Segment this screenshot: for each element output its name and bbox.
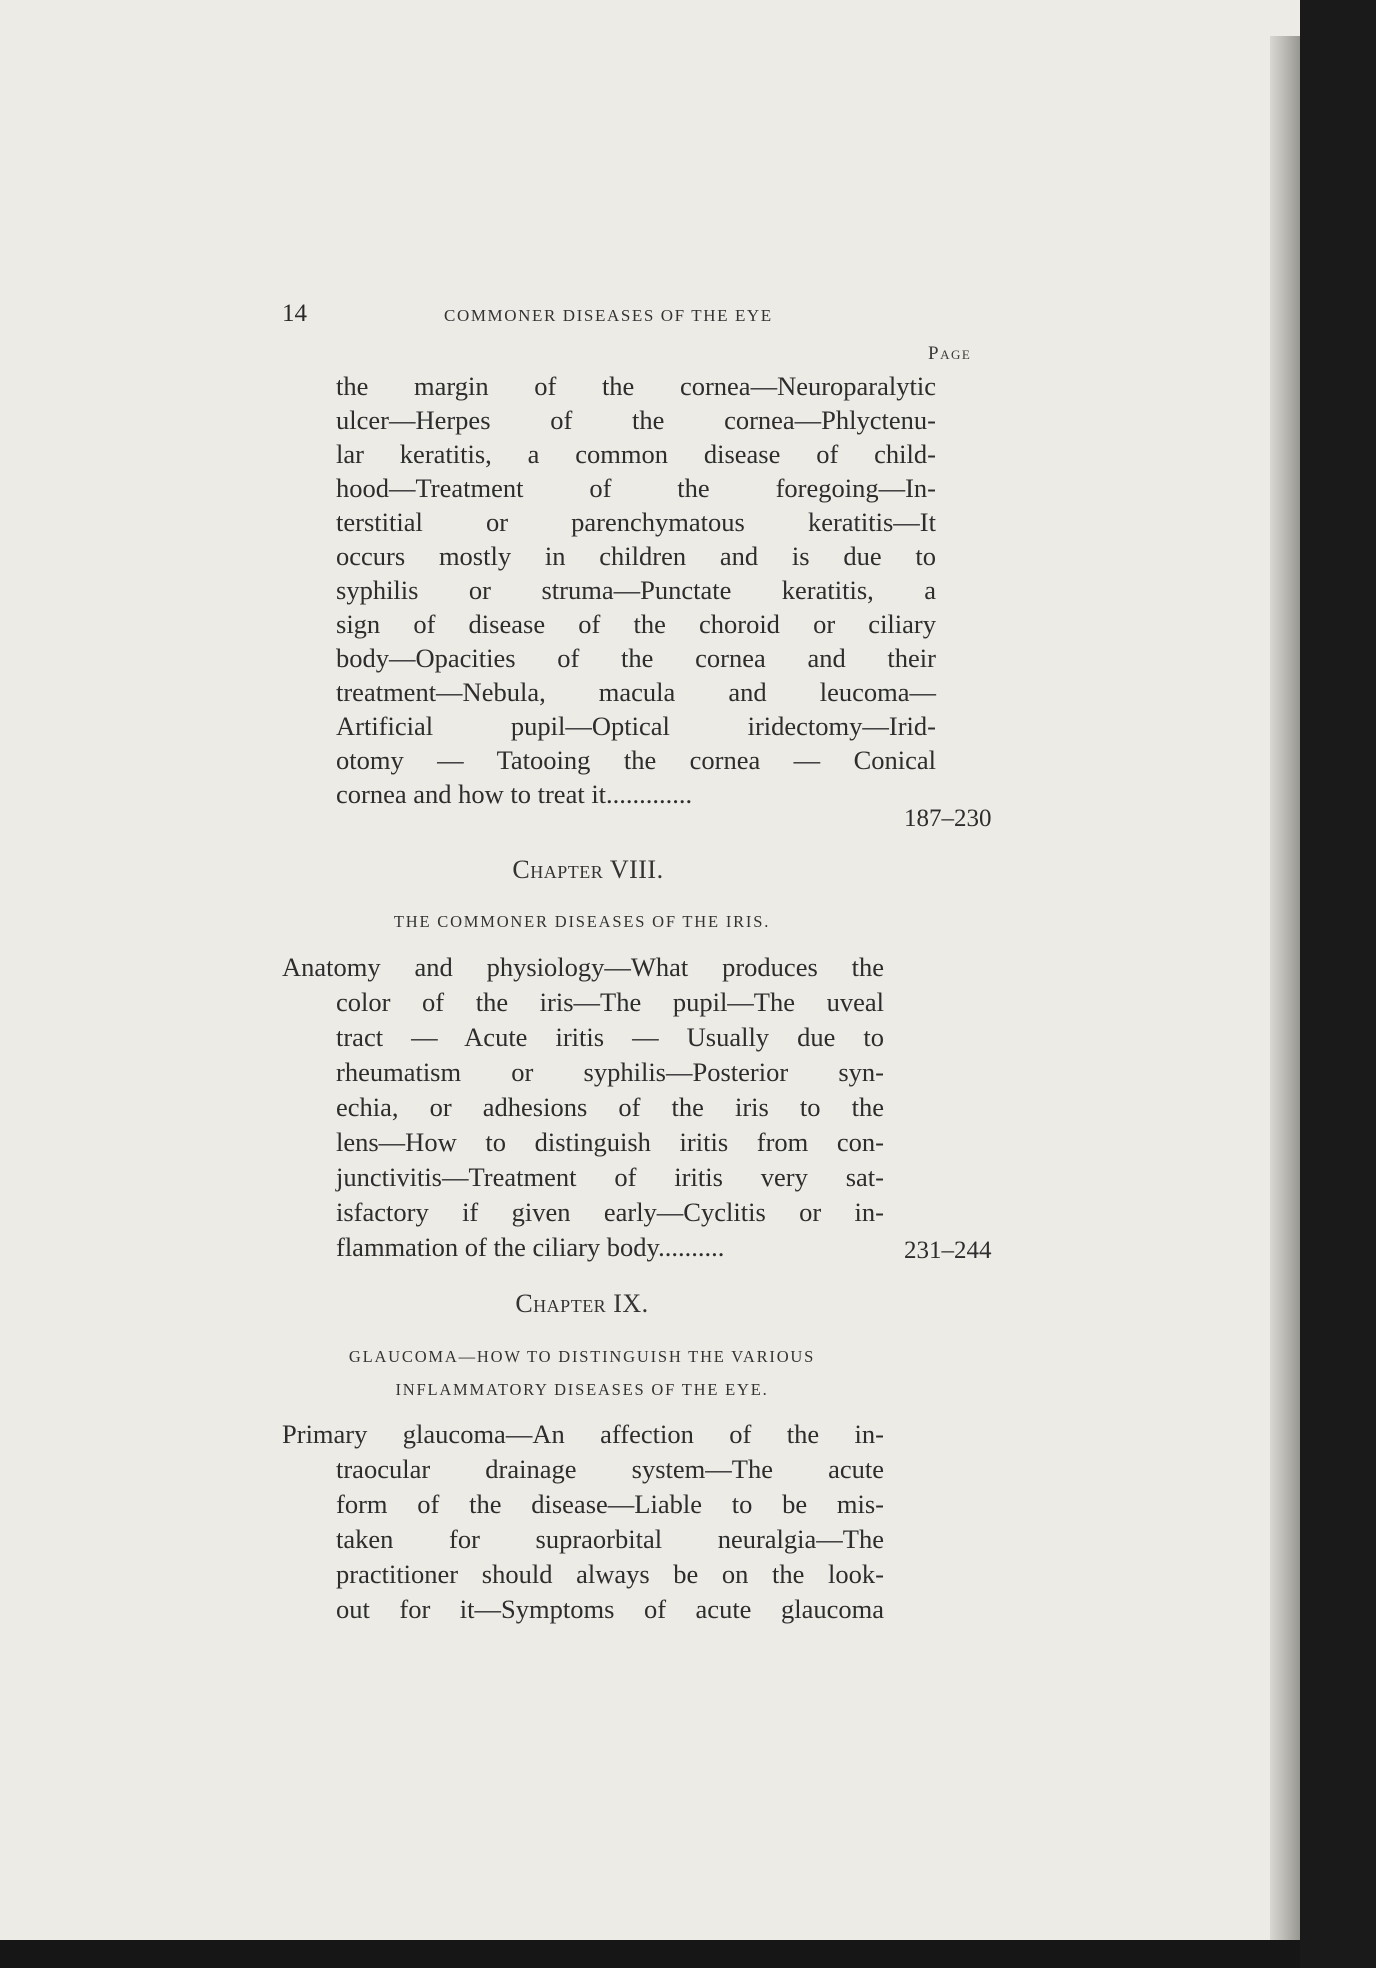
entry-line: terstitial or parenchymatous keratitis—It: [336, 507, 936, 537]
entry-line: body—Opacities of the cornea and their: [336, 643, 936, 673]
entry-line: Anatomy and physiology—What produces the: [282, 952, 884, 982]
entry-line: treatment—Nebula, macula and leucoma—: [336, 677, 936, 707]
entry-line: lens—How to distinguish iritis from con-: [336, 1127, 884, 1157]
entry-line: Artificial pupil—Optical iridectomy—Irid-: [336, 711, 936, 741]
entry-line: Primary glaucoma—An affection of the in-: [282, 1419, 884, 1449]
page-column-label: Page: [928, 343, 972, 364]
entry-line: occurs mostly in children and is due to: [336, 541, 936, 571]
running-title: COMMONER DISEASES OF THE EYE: [444, 306, 773, 325]
entry-line: sign of disease of the choroid or ciliary: [336, 609, 936, 639]
entry-line: the margin of the cornea—Neuroparalytic: [336, 371, 936, 401]
entry-line: echia, or adhesions of the iris to the: [336, 1092, 884, 1122]
entry-line: color of the iris—The pupil—The uveal: [336, 987, 884, 1017]
chapter-word: Chapter: [512, 855, 604, 884]
entry-line: practitioner should always be on the look-: [336, 1559, 884, 1589]
scan-edge: [1300, 0, 1376, 1968]
entry-line: isfactory if given early—Cyclitis or in-: [336, 1197, 884, 1227]
entry-line: tract — Acute iritis — Usually due to: [336, 1022, 884, 1052]
chapter-number: VIII.: [609, 855, 664, 884]
entry-line: traocular drainage system—The acute: [336, 1454, 884, 1484]
entry-line: form of the disease—Liable to be mis-: [336, 1489, 884, 1519]
chapter-heading: [288, 855, 888, 885]
page-header: [282, 300, 882, 340]
entry-line: otomy — Tatooing the cornea — Conical: [336, 745, 936, 775]
chapter-subhead-line-2: INFLAMMATORY DISEASES OF THE EYE.: [395, 1380, 769, 1399]
entry-line: lar keratitis, a common disease of child-: [336, 439, 936, 469]
chapter-word: Chapter: [515, 1289, 607, 1318]
entry-line: syphilis or struma—Punctate keratitis, a: [336, 575, 936, 605]
entry-line: out for it—Symptoms of acute glaucoma: [336, 1594, 884, 1624]
entry-line: rheumatism or syphilis—Posterior syn-: [336, 1057, 884, 1087]
chapter-subhead-line-1: GLAUCOMA—HOW TO DISTINGUISH THE VARIOUS: [348, 1347, 816, 1366]
entry-line: hood—Treatment of the foregoing—In-: [336, 473, 936, 503]
entry-line: flammation of the ciliary body..........: [336, 1232, 725, 1262]
page-number: 14: [282, 300, 307, 327]
page-range: 231–244: [904, 1237, 992, 1264]
entry-line: ulcer—Herpes of the cornea—Phlyctenu-: [336, 405, 936, 435]
page-range: 187–230: [904, 805, 992, 832]
page-gutter-shadow: [1270, 36, 1300, 1940]
entry-line: cornea and how to treat it.............: [336, 779, 693, 809]
chapter-subhead: THE COMMONER DISEASES OF THE IRIS.: [393, 912, 771, 931]
entry-line: taken for supraorbital neuralgia—The: [336, 1524, 884, 1554]
chapter-heading: [282, 1289, 882, 1319]
chapter-number: IX.: [613, 1289, 649, 1318]
entry-line: junctivitis—Treatment of iritis very sat-: [336, 1162, 884, 1192]
